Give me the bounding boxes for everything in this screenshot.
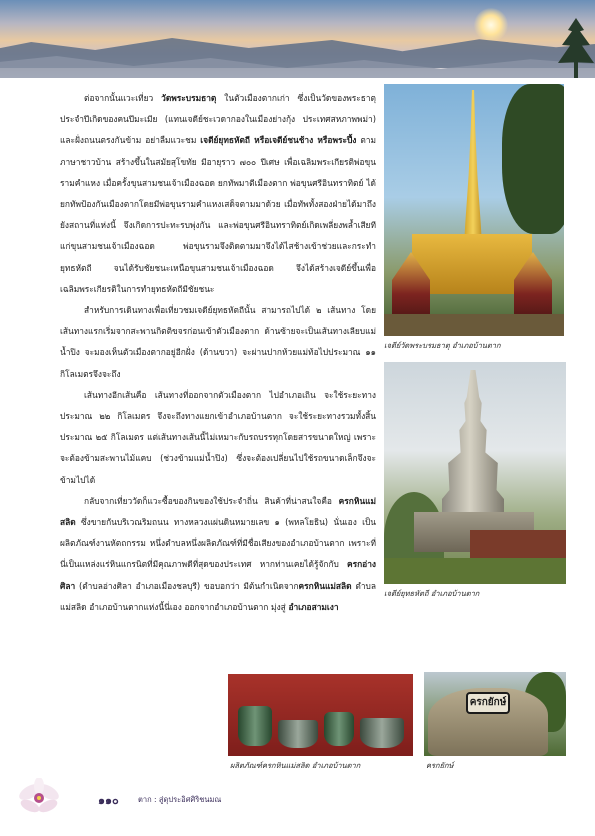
header-banner-sunset (0, 0, 595, 78)
bold-text: วัดพระบรมธาตุ (161, 93, 217, 103)
photo-chedi-yutthahatthi (384, 362, 566, 584)
text-run: ตำบลแม่สลิด อำเภอบ้านตากแห่งนี้นี่เอง ออกจากอำเภอบ้านตาก มุ่งสู่ (60, 580, 376, 612)
paragraph (60, 385, 376, 491)
bold-text: ครกหินแม่สลิด (298, 580, 352, 591)
caption-rock: ครกยักษ์ (426, 761, 454, 770)
text-run: กลับจากเที่ยววัดก็แวะซื้อของกินของใช้ประจำถิ่น สินค้าที่น่าสนใจคือ (84, 495, 339, 506)
sun-graphic (474, 8, 508, 42)
footer-title: ตาก : สู่ดุประอิศศิริชนมณ (138, 795, 222, 804)
text-run: ต่อจากนั้นแวะเที่ยว (84, 93, 162, 103)
bold-text: เจดีย์ยุทธหัตถี หรือเจดีย์ชนช้าง หรือพระปึ้ง (200, 135, 357, 146)
text-run: เส้นทางอีกเส้นคือ เส้นทางที่ออกจากตัวเมืองตาก ไปอำเภอเถิน จะใช้ระยะทางประมาณ ๒๒ กิโลเมตร จึงจะถึงทางแยกเข้าอำเภอบ้านตาก จะใช้ระยะทางรวมทั้งสิ้นประมาณ ๒๕ กิโลเมตร แต่เส้นทางเส้นนี้ไม่เหมาะกับรถบรรทุกโดยสารขนาดใหญ่ เพราะจะต้องข้ามสะพานไม้แคบ (ช่วงข้ามแม่น้ำปิง) ซึ่งจะต้องเปลี่ยนไปใช้รถขนาดเล็กจึงจะข้ามไปได้ (60, 389, 376, 485)
article-body (60, 88, 376, 618)
text-run: ซึ่งขายกันบริเวณริมถนน ทางหลวงแผ่นดินหมายเลข ๑ (พหลโยธิน) นั่นเอง เป็นผลิตภัณฑ์งานหัตถกรรม หนึ่งตำบลหนึ่งผลิตภัณฑ์ที่มีชื่อเสียงของอำเภอบ้านตาก เพราะที่นี่เป็นแหล่งแร่หินแกรนิตที่มีคุณภาพดีที่สุดของประเทศ หากท่านเคยได้รู้จักกับ (60, 517, 376, 570)
text-run: ตามภาษาชาวบ้าน สร้างขึ้นในสมัยสุโขทัย มีอายุราว ๗๐๐ ปีเศษ เพื่อเฉลิมพระเกียรติพ่อขุนรามคำแหง เมื่อครั้งขุนสามชนเจ้าเมืองฉอด ยกทัพมาตีเมืองตาก พ่อขุนศรีอินทราทิตย์ ได้ยกทัพป้องกันเมืองตากโดยมีพ่อขุนรามคำแหงเสด็จตามมาด้วย เมื่อทัพทั้งสองฝ่ายได้มาถึงยังสถานที่แห่งนี้ จึงเกิดการปะทะรบพุ่งกัน และพ่อขุนศรีอินทราทิตย์เกิดเพลี่ยงพล้ำเสียทีแก่ขุนสามชนเจ้าเมืองฉอด พ่อขุนรามจึงติดตามมาจึงได้ไสช้างเข้าช่วยและกระทำยุทธหัตถี จนได้รับชัยชนะเหนือขุนสามชนเจ้าเมืองฉอด จึงได้สร้างเจดีย์ขึ้นเพื่อเฉลิมพระเกียรติในการทำยุทธหัตถีมีชัยชนะ (60, 135, 376, 294)
orchid-flower-icon (16, 778, 62, 820)
page-number: ๑๑๐ (98, 794, 119, 807)
text-run: สำหรับการเดินทางเพื่อเที่ยวชมเจดีย์ยุทธหัตถีนั้น สามารถไปได้ ๒ เส้นทาง โดยเส้นทางแรกเริ่มจากสะพานกิตติขจรก่อนเข้าตัวเมืองตาก ด้านซ้ายจะเป็นเส้นทางเลียบแม่น้ำปิง จะมองเห็นตัวเมืองตากอยู่อีกฝั่ง (ด้านขวา) จะผ่านปากห้วยแม่ท้อไปประมาณ ๑๑ กิโลเมตรจึงจะถึง (60, 305, 376, 379)
rock-sign: ครกยักษ์ (466, 692, 510, 714)
caption-products: ผลิตภัณฑ์ครกหินแม่สลิด อำเภอบ้านตาก (230, 761, 361, 770)
photo-giant-mortar-rock (424, 672, 566, 756)
paragraph (60, 300, 376, 385)
caption-temple: เจดีย์วัดพระบรมธาตุ อำเภอบ้านตาก (384, 341, 501, 350)
photo-temple-phra-borommathat (384, 84, 564, 336)
caption-chedi: เจดีย์ยุทธหัตถี อำเภอบ้านตาก (384, 589, 480, 598)
paragraph (60, 491, 376, 618)
paragraph (60, 88, 376, 300)
bold-text: ครกอ่างศิลา (60, 559, 376, 591)
photo-marble-mortar-products (228, 674, 413, 756)
text-run: ในตัวเมืองตากเก่า ซึ่งเป็นวัดของพระธาตุประจำปีเกิดของคนปีมะเมีย (แทนเจดีย์ชะเวดากองในเมืองย่างกุ้ง ประเทศสหภาพพม่า) และฝั่งถนนตรงกันข้าม อย่าลืมแวะชม (60, 93, 376, 146)
text-run: (ตำบลอ่างศิลา อำเภอเมืองชลบุรี) ขอบอกว่า มีต้นกำเนิดจาก (75, 580, 299, 591)
bold-text: อำเภอสามเงา (288, 601, 339, 612)
bold-text: ครกหินแม่สลิด (60, 495, 376, 528)
